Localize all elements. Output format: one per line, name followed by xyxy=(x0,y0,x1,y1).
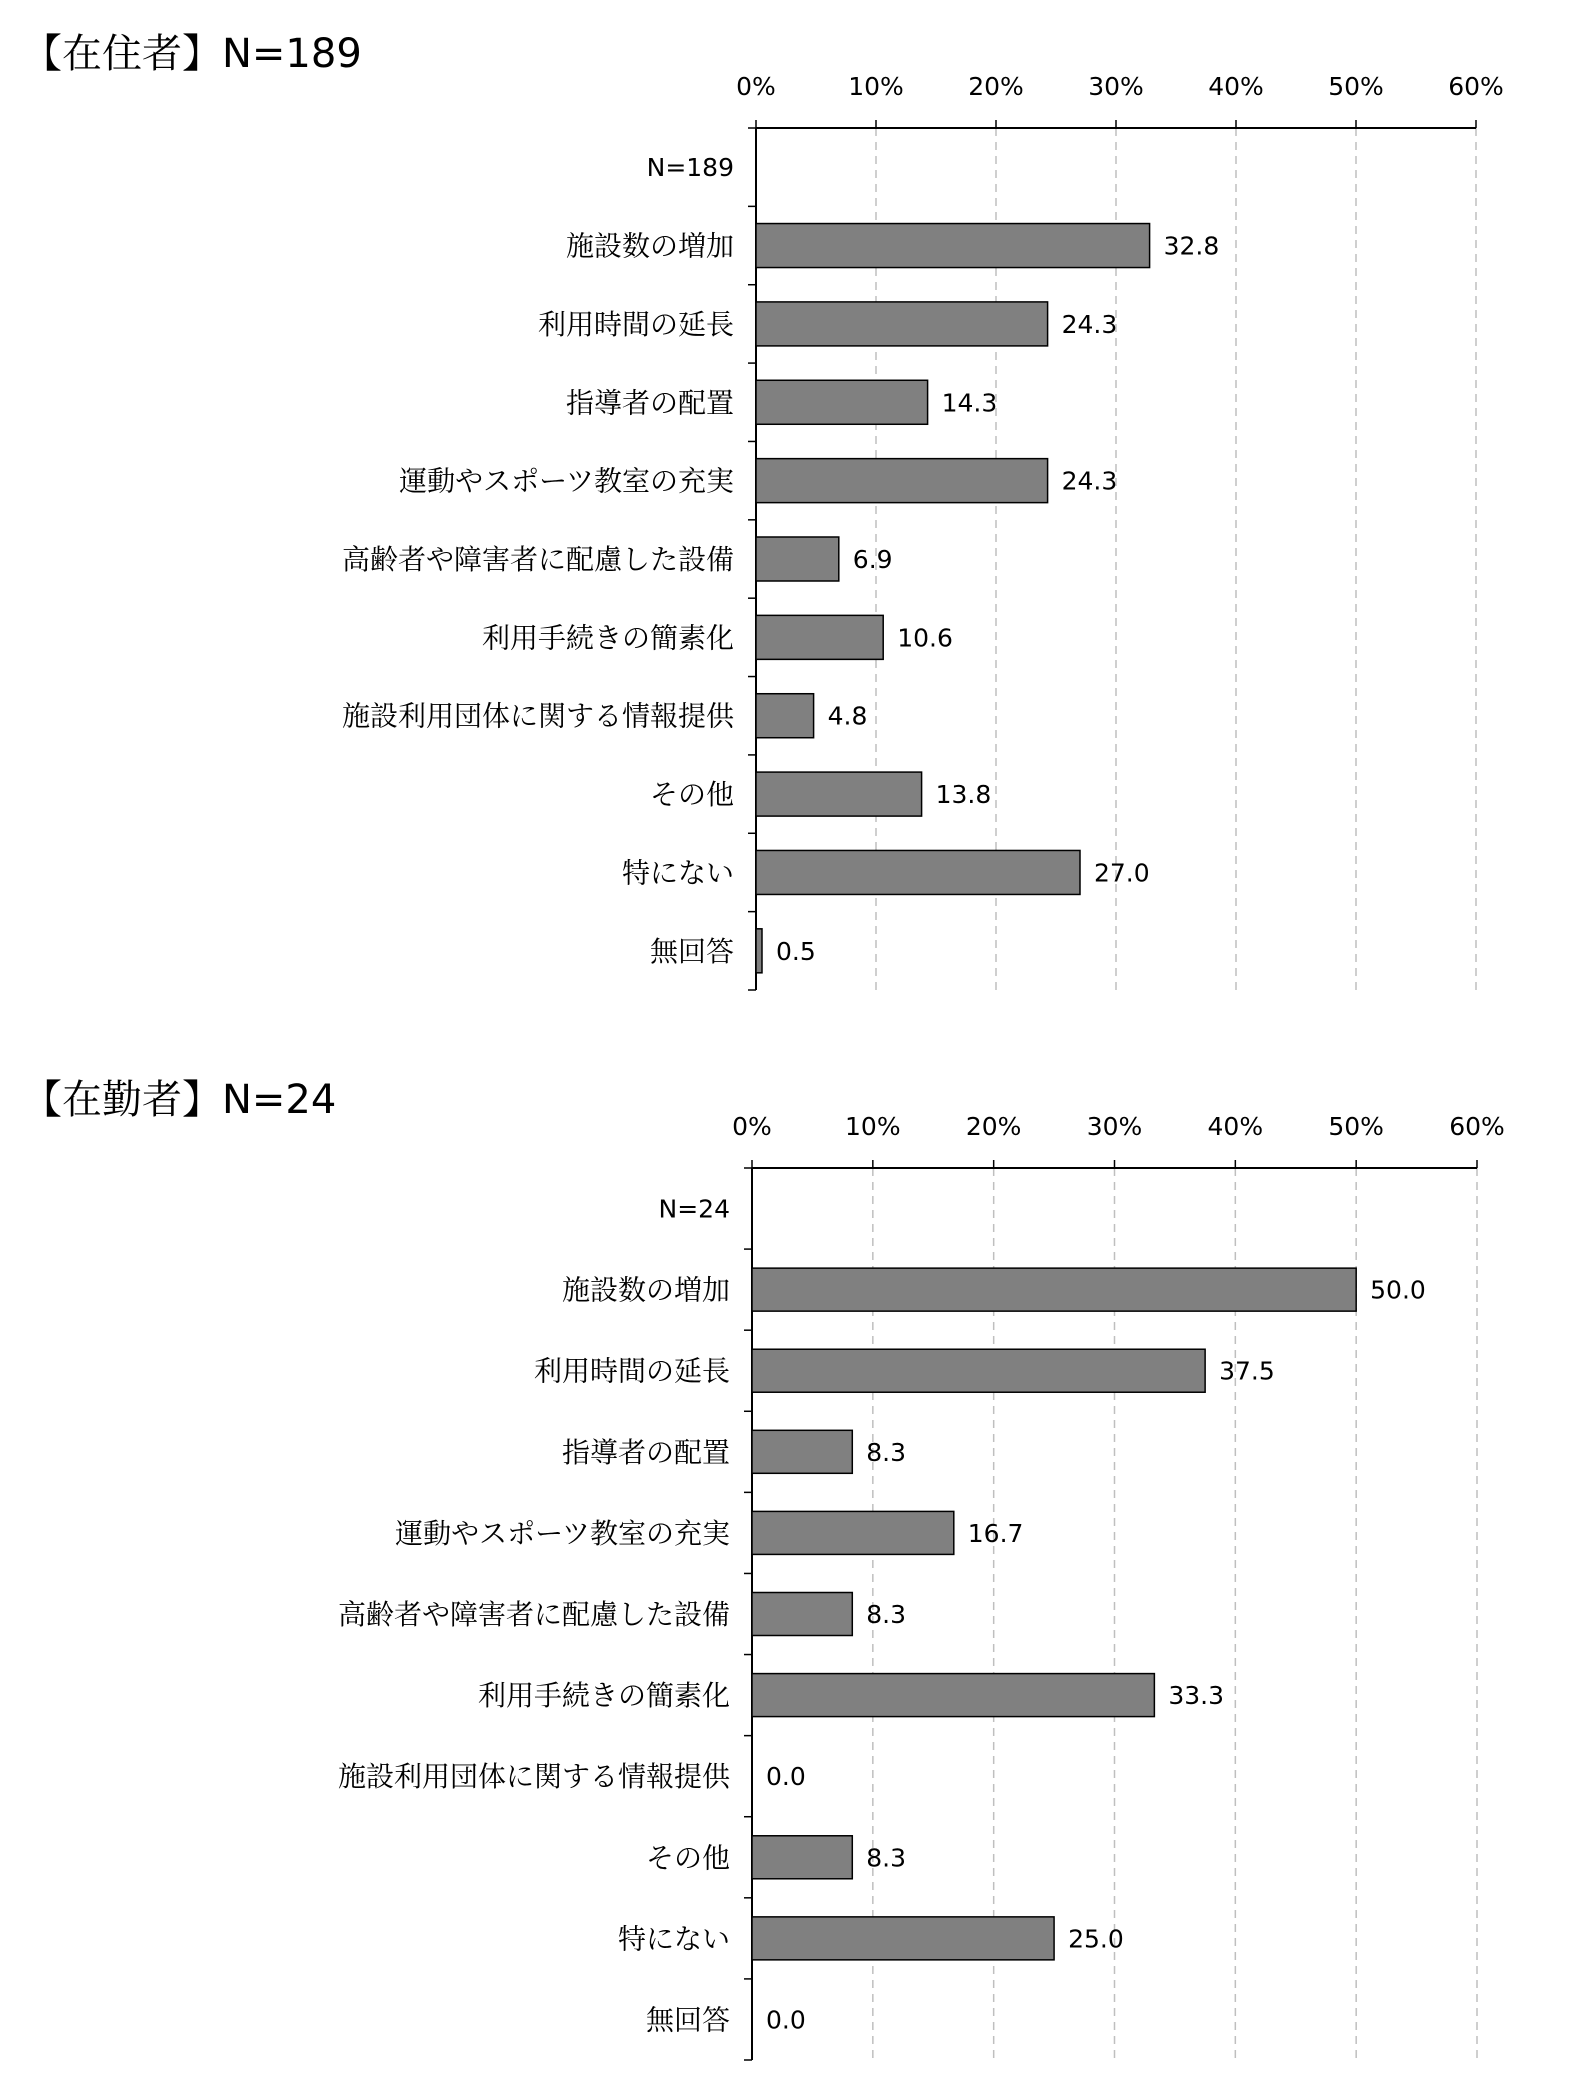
value-label: 10.6 xyxy=(897,623,953,653)
value-label: 0.0 xyxy=(766,2005,806,2035)
category-label: 施設利用団体に関する情報提供 xyxy=(337,1760,730,1794)
value-label: 27.0 xyxy=(1094,858,1150,888)
category-label: 無回答 xyxy=(645,2003,730,2037)
value-label: 37.5 xyxy=(1219,1356,1275,1386)
x-tick-label: 40% xyxy=(1207,1112,1264,1141)
value-label: 33.3 xyxy=(1168,1681,1225,1711)
bar xyxy=(752,1268,1356,1311)
value-label: 16.7 xyxy=(967,1518,1024,1548)
x-tick-label: 20% xyxy=(965,1112,1022,1141)
n-label: N=189 xyxy=(646,153,734,183)
chart-title: 【在勤者】N=24 xyxy=(22,1077,337,1123)
x-tick-label: 60% xyxy=(1449,1112,1505,1141)
x-tick-label: 20% xyxy=(968,72,1024,101)
category-label: 施設利用団体に関する情報提供 xyxy=(341,699,734,733)
x-tick-label: 30% xyxy=(1088,72,1144,101)
bar xyxy=(756,694,814,738)
x-tick-label: 60% xyxy=(1448,72,1504,101)
bar xyxy=(752,1674,1154,1717)
x-tick-label: 0% xyxy=(732,1112,772,1141)
chart-workers xyxy=(0,1050,1574,2080)
value-label: 0.0 xyxy=(766,1762,806,1792)
chart-residents xyxy=(0,0,1574,1010)
n-label: N=24 xyxy=(658,1194,730,1224)
value-label: 8.3 xyxy=(866,1437,907,1467)
x-tick-label: 0% xyxy=(736,72,776,101)
category-label: その他 xyxy=(649,778,734,812)
bar xyxy=(752,1430,852,1473)
category-label: その他 xyxy=(645,1841,730,1875)
value-label: 4.8 xyxy=(827,701,868,731)
value-label: 50.0 xyxy=(1370,1275,1426,1305)
category-label: 運動やスポーツ教室の充実 xyxy=(395,1516,730,1550)
category-label: 施設数の増加 xyxy=(565,229,734,263)
category-label: 高齢者や障害者に配慮した設備 xyxy=(337,1598,730,1631)
chart-svg xyxy=(0,1050,1574,2080)
value-label: 14.3 xyxy=(941,388,998,418)
value-label: 13.8 xyxy=(935,780,992,810)
bar xyxy=(756,459,1048,503)
x-tick-label: 40% xyxy=(1208,72,1264,101)
x-tick-label: 10% xyxy=(845,1112,901,1141)
value-label: 25.0 xyxy=(1068,1924,1124,1954)
bar xyxy=(752,1511,954,1554)
category-label: 指導者の配置 xyxy=(561,1435,730,1469)
category-label: 特にない xyxy=(617,1922,730,1956)
value-label: 8.3 xyxy=(866,1600,907,1629)
bar xyxy=(752,1836,852,1879)
bar xyxy=(756,772,922,816)
bar xyxy=(756,302,1048,346)
value-label: 8.3 xyxy=(866,1843,907,1873)
chart-title: 【在住者】N=189 xyxy=(22,31,362,77)
bar xyxy=(756,380,928,424)
category-label: 指導者の配置 xyxy=(565,386,734,420)
category-label: 運動やスポーツ教室の充実 xyxy=(399,464,734,498)
category-label: 利用手続きの簡素化 xyxy=(477,1679,730,1713)
value-label: 0.5 xyxy=(776,936,816,966)
value-label: 24.3 xyxy=(1061,309,1118,339)
category-label: 高齢者や障害者に配慮した設備 xyxy=(341,543,734,576)
category-label: 利用時間の延長 xyxy=(533,1354,730,1388)
bar xyxy=(756,615,883,659)
bar xyxy=(756,850,1080,894)
category-label: 利用手続きの簡素化 xyxy=(481,621,734,655)
bar xyxy=(756,224,1150,268)
bar xyxy=(752,1917,1054,1960)
x-tick-label: 50% xyxy=(1328,72,1384,101)
category-label: 特にない xyxy=(621,856,734,890)
category-label: 無回答 xyxy=(649,934,734,968)
category-label: 施設数の増加 xyxy=(561,1273,730,1307)
bar xyxy=(756,537,839,581)
x-tick-label: 10% xyxy=(848,72,904,101)
x-tick-label: 30% xyxy=(1086,1112,1143,1141)
x-tick-label: 50% xyxy=(1328,1112,1384,1141)
value-label: 6.9 xyxy=(852,545,893,574)
bar xyxy=(752,1349,1205,1392)
chart-svg xyxy=(0,0,1574,1010)
bar xyxy=(756,929,762,973)
value-label: 32.8 xyxy=(1163,231,1220,261)
bar xyxy=(752,1593,852,1636)
category-label: 利用時間の延長 xyxy=(537,307,734,341)
value-label: 24.3 xyxy=(1061,466,1118,496)
